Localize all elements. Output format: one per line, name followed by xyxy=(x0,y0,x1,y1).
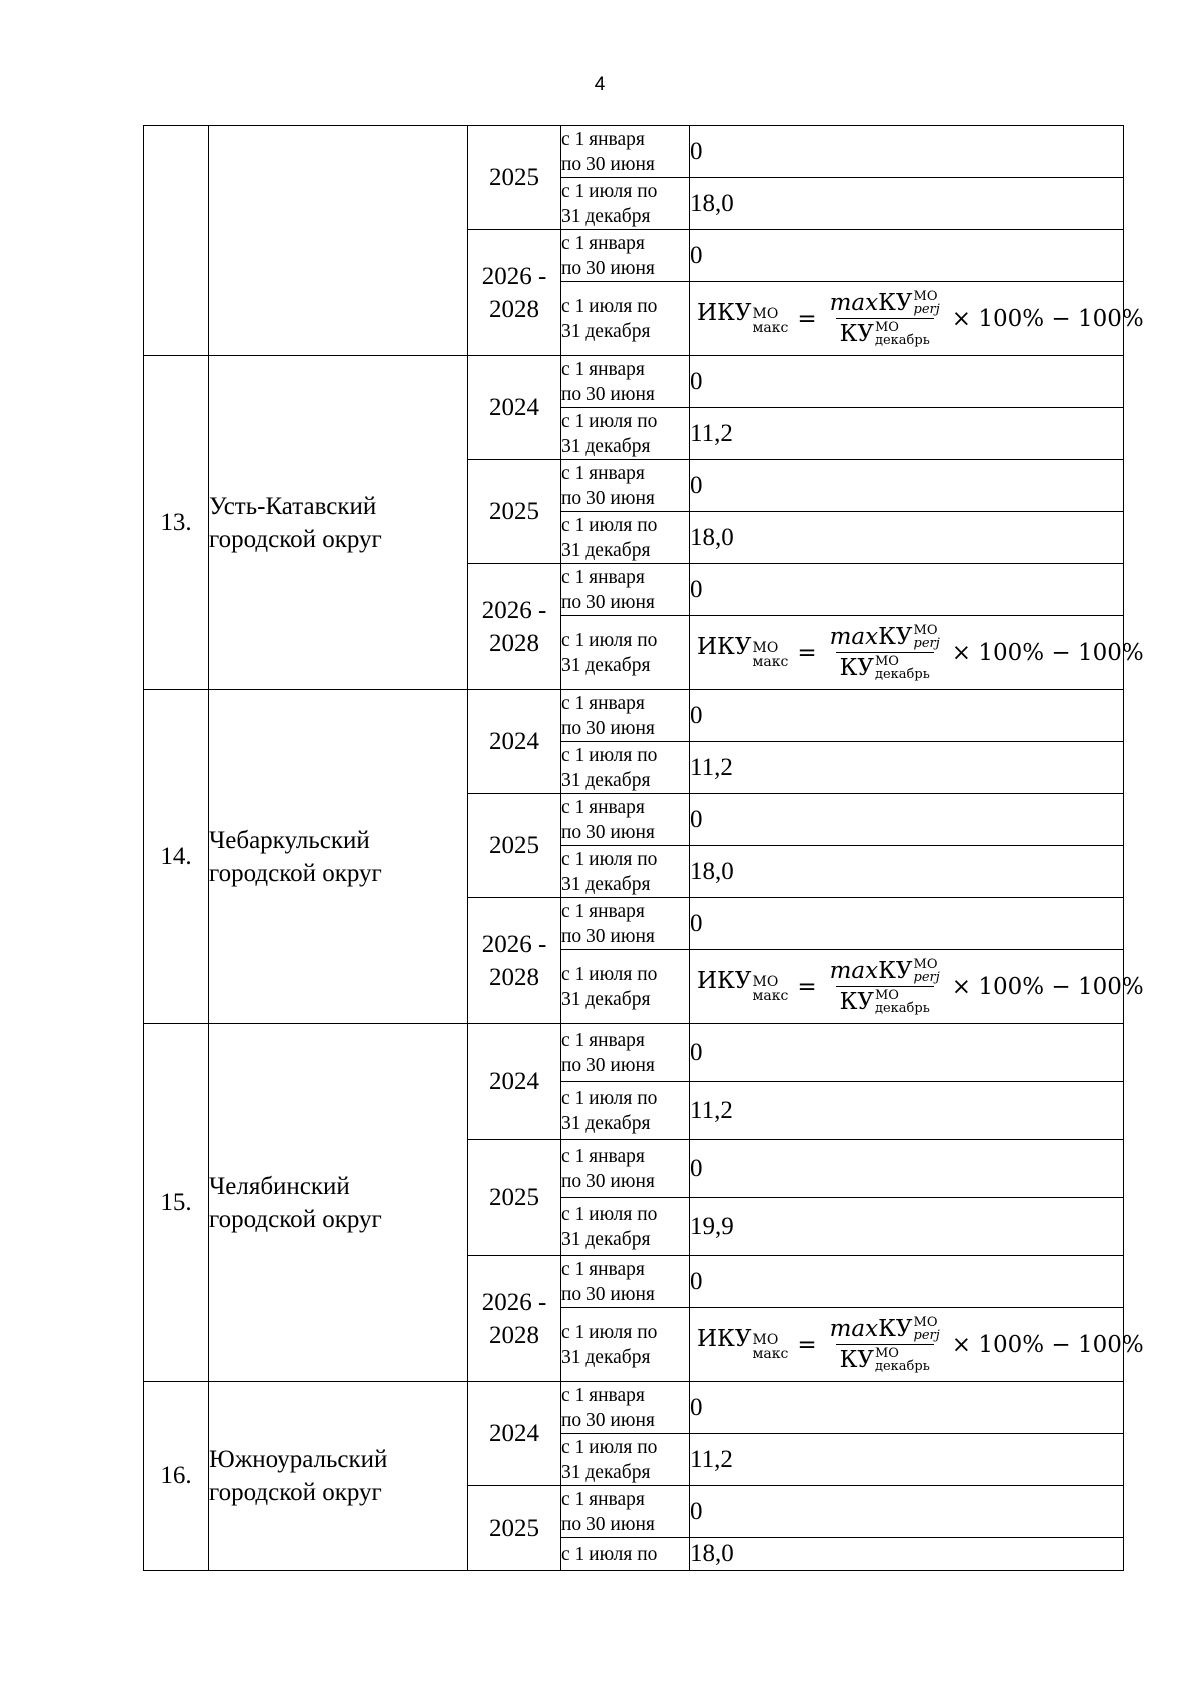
period-cell: с 1 января по 30 июня xyxy=(561,898,690,950)
table-row xyxy=(144,1024,1124,1082)
year-cell: 2025 xyxy=(468,794,561,898)
value-cell: 18,0 xyxy=(690,1538,1124,1571)
table-row xyxy=(144,126,1124,178)
value-cell: 0 xyxy=(690,898,1124,950)
value-cell: 0 xyxy=(690,690,1124,742)
period-cell: с 1 июля по 31 декабря xyxy=(561,178,690,230)
period-cell: с 1 июля по 31 декабря xyxy=(561,950,690,1024)
period-cell: с 1 января по 30 июня xyxy=(561,1256,690,1308)
period-cell: с 1 января по 30 июня xyxy=(561,356,690,408)
page-number: 4 xyxy=(594,74,606,95)
row-number-cell xyxy=(144,126,209,356)
value-cell: 18,0 xyxy=(690,178,1124,230)
value-cell: 11,2 xyxy=(690,408,1124,460)
municipality-cell: Южноуральский городской округ xyxy=(209,1382,468,1571)
table-row xyxy=(144,356,1124,408)
year-cell: 2024 xyxy=(468,1024,561,1140)
value-cell: 11,2 xyxy=(690,1434,1124,1486)
formula-cell xyxy=(690,282,1144,356)
period-cell: с 1 июля по 31 декабря xyxy=(561,1082,690,1140)
formula-cell xyxy=(690,616,1144,690)
row-number-cell: 13. xyxy=(144,356,209,690)
value-cell: 11,2 xyxy=(690,1082,1124,1140)
value-cell: 0 xyxy=(690,230,1124,282)
period-cell: с 1 января по 30 июня xyxy=(561,690,690,742)
year-range-cell: 2026 - 2028 xyxy=(468,898,561,1024)
municipality-cell: Челябинский городской округ xyxy=(209,1024,468,1382)
period-cell: с 1 июля по 31 декабря xyxy=(561,1198,690,1256)
period-cell: с 1 июля по 31 декабря xyxy=(561,846,690,898)
period-cell: с 1 июля по 31 декабря xyxy=(561,408,690,460)
value-cell: 0 xyxy=(690,126,1124,178)
value-cell: 18,0 xyxy=(690,846,1124,898)
row-number-cell: 14. xyxy=(144,690,209,1024)
period-cell: с 1 января по 30 июня xyxy=(561,564,690,616)
period-cell: с 1 января по 30 июня xyxy=(561,1024,690,1082)
row-number-cell: 15. xyxy=(144,1024,209,1382)
max-coefficient-formula: ИКУ МО макс = max КУ МО perj КУ МО декабрь × 100% − 100% xyxy=(697,623,1144,682)
year-cell: 2025 xyxy=(468,460,561,564)
value-cell: 0 xyxy=(690,356,1124,408)
year-range-cell: 2026 - 2028 xyxy=(468,564,561,690)
period-cell: с 1 июля по 31 декабря xyxy=(561,1434,690,1486)
value-cell: 19,9 xyxy=(690,1198,1124,1256)
year-cell: 2024 xyxy=(468,1382,561,1486)
value-cell: 0 xyxy=(690,1382,1124,1434)
period-cell: с 1 января по 30 июня xyxy=(561,1486,690,1538)
max-coefficient-formula: ИКУ МО макс = max КУ МО perj КУ МО декабрь × 100% − 100% xyxy=(697,289,1144,348)
year-cell: 2024 xyxy=(468,356,561,460)
value-cell: 18,0 xyxy=(690,512,1124,564)
period-cell: с 1 июля по 31 декабря xyxy=(561,742,690,794)
table-row xyxy=(144,1382,1124,1434)
formula-cell xyxy=(690,950,1144,1024)
period-cell: с 1 января по 30 июня xyxy=(561,460,690,512)
value-cell: 0 xyxy=(690,1486,1124,1538)
row-number-cell: 16. xyxy=(144,1382,209,1571)
value-cell: 0 xyxy=(690,1256,1124,1308)
value-cell: 11,2 xyxy=(690,742,1124,794)
year-cell: 2025 xyxy=(468,1486,561,1571)
formula-cell xyxy=(690,1308,1144,1382)
period-cell: с 1 января по 30 июня xyxy=(561,794,690,846)
municipality-cell xyxy=(209,126,468,356)
value-cell: 0 xyxy=(690,1140,1124,1198)
year-range-cell: 2026 - 2028 xyxy=(468,1256,561,1382)
year-cell: 2025 xyxy=(468,126,561,230)
max-coefficient-formula: ИКУ МО макс = max КУ МО perj КУ МО декабрь × 100% − 100% xyxy=(697,1315,1144,1374)
value-cell: 0 xyxy=(690,1024,1124,1082)
municipality-cell: Усть-Катавский городской округ xyxy=(209,356,468,690)
period-cell: с 1 июля по xyxy=(561,1538,690,1571)
period-cell: с 1 января по 30 июня xyxy=(561,1140,690,1198)
year-cell: 2025 xyxy=(468,1140,561,1256)
table-row xyxy=(144,690,1124,742)
period-cell: с 1 июля по 31 декабря xyxy=(561,1308,690,1382)
max-coefficient-formula: ИКУ МО макс = max КУ МО perj КУ МО декабрь × 100% − 100% xyxy=(697,957,1144,1016)
period-cell: с 1 января по 30 июня xyxy=(561,1382,690,1434)
period-cell: с 1 июля по 31 декабря xyxy=(561,512,690,564)
period-cell: с 1 июля по 31 декабря xyxy=(561,282,690,356)
value-cell: 0 xyxy=(690,460,1124,512)
period-cell: с 1 января по 30 июня xyxy=(561,126,690,178)
value-cell: 0 xyxy=(690,564,1124,616)
period-cell: с 1 июля по 31 декабря xyxy=(561,616,690,690)
value-cell: 0 xyxy=(690,794,1124,846)
municipality-cell: Чебаркульский городской округ xyxy=(209,690,468,1024)
year-range-cell: 2026 - 2028 xyxy=(468,230,561,356)
coefficient-table xyxy=(143,125,1144,1571)
year-cell: 2024 xyxy=(468,690,561,794)
period-cell: с 1 января по 30 июня xyxy=(561,230,690,282)
